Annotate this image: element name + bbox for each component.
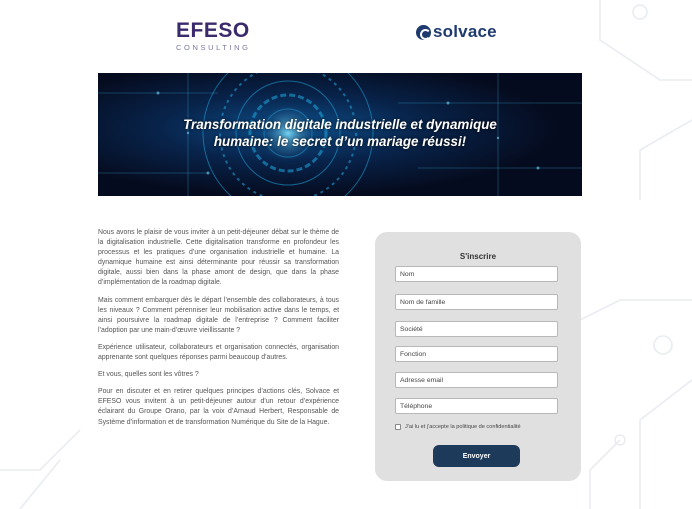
submit-button[interactable]: Envoyer xyxy=(433,445,520,467)
intro-paragraph: Et vous, quelles sont les vôtres ? xyxy=(98,371,199,379)
form-title: S'inscrire xyxy=(459,252,497,261)
email-field[interactable] xyxy=(395,372,558,388)
registration-form xyxy=(375,232,581,481)
intro-paragraph: Expérience utilisateur, collaborateurs et organisation connectés, organisation apprenante sont quelques réponses parmi beaucoup d’autres. xyxy=(98,343,339,362)
intro-paragraph: Nous avons le plaisir de vous inviter à un petit-déjeuner débat sur le thème de la digitalisation industrielle. Cette digitalisation transforme en profondeur les processus et les pratiques d’une organisation industrielle et humaine. La dynamique humaine est ainsi déterminante pour réussir sa transformation digitale, aussi bien dans la phase amont de design, que dans la phase d’implémentation de la roadmap digitale. xyxy=(98,229,339,287)
intro-paragraph: Mais comment embarquer dès le départ l’ensemble des collaborateurs, à tous les niveaux ? Comment pérenniser leur mobilisation active dans le temps, et ainsi poursuivre la roadmap digitale de l’entreprise ? Comment faciliter l’adoption par une main-d’œuvre vieillissante ? xyxy=(98,296,339,334)
invitation-text xyxy=(98,228,339,435)
intro-paragraph: Pour en discuter et en retirer quelques principes d’actions clés, Solvace et EFESO vous invitent à un petit-déjeuner autour d’un retour d’expérience éclairant du Groupe Orano, par la voix d’Arnaud Herbert, Responsable de Système d’information et de transformation Numérique du Site de la Hague. xyxy=(98,388,339,426)
efeso-consulting-logo xyxy=(176,19,251,52)
solvace-logo xyxy=(416,22,497,42)
company-field[interactable] xyxy=(395,321,558,337)
consent-label: J'ai lu et j'accepte la politique de confidentialité xyxy=(405,424,521,430)
banner-title-line-2: humaine: le secret d’un mariage réussi! xyxy=(213,134,467,149)
hero-banner xyxy=(98,73,582,196)
job-title-field[interactable] xyxy=(395,346,558,362)
first-name-field[interactable] xyxy=(395,266,558,282)
consent-row xyxy=(395,424,521,430)
solvace-mark-icon xyxy=(416,25,431,40)
banner-title-line-1: Transformation digitale industrielle et dynamique xyxy=(183,117,497,132)
consent-checkbox[interactable] xyxy=(395,424,401,430)
phone-field[interactable] xyxy=(395,398,558,414)
solvace-logo-wordmark: solvace xyxy=(433,22,497,41)
efeso-logo-wordmark: EFESO xyxy=(176,19,250,42)
efeso-logo-subtitle: CONSULTING xyxy=(176,43,251,52)
last-name-field[interactable] xyxy=(395,294,558,310)
banner-title xyxy=(98,116,582,150)
